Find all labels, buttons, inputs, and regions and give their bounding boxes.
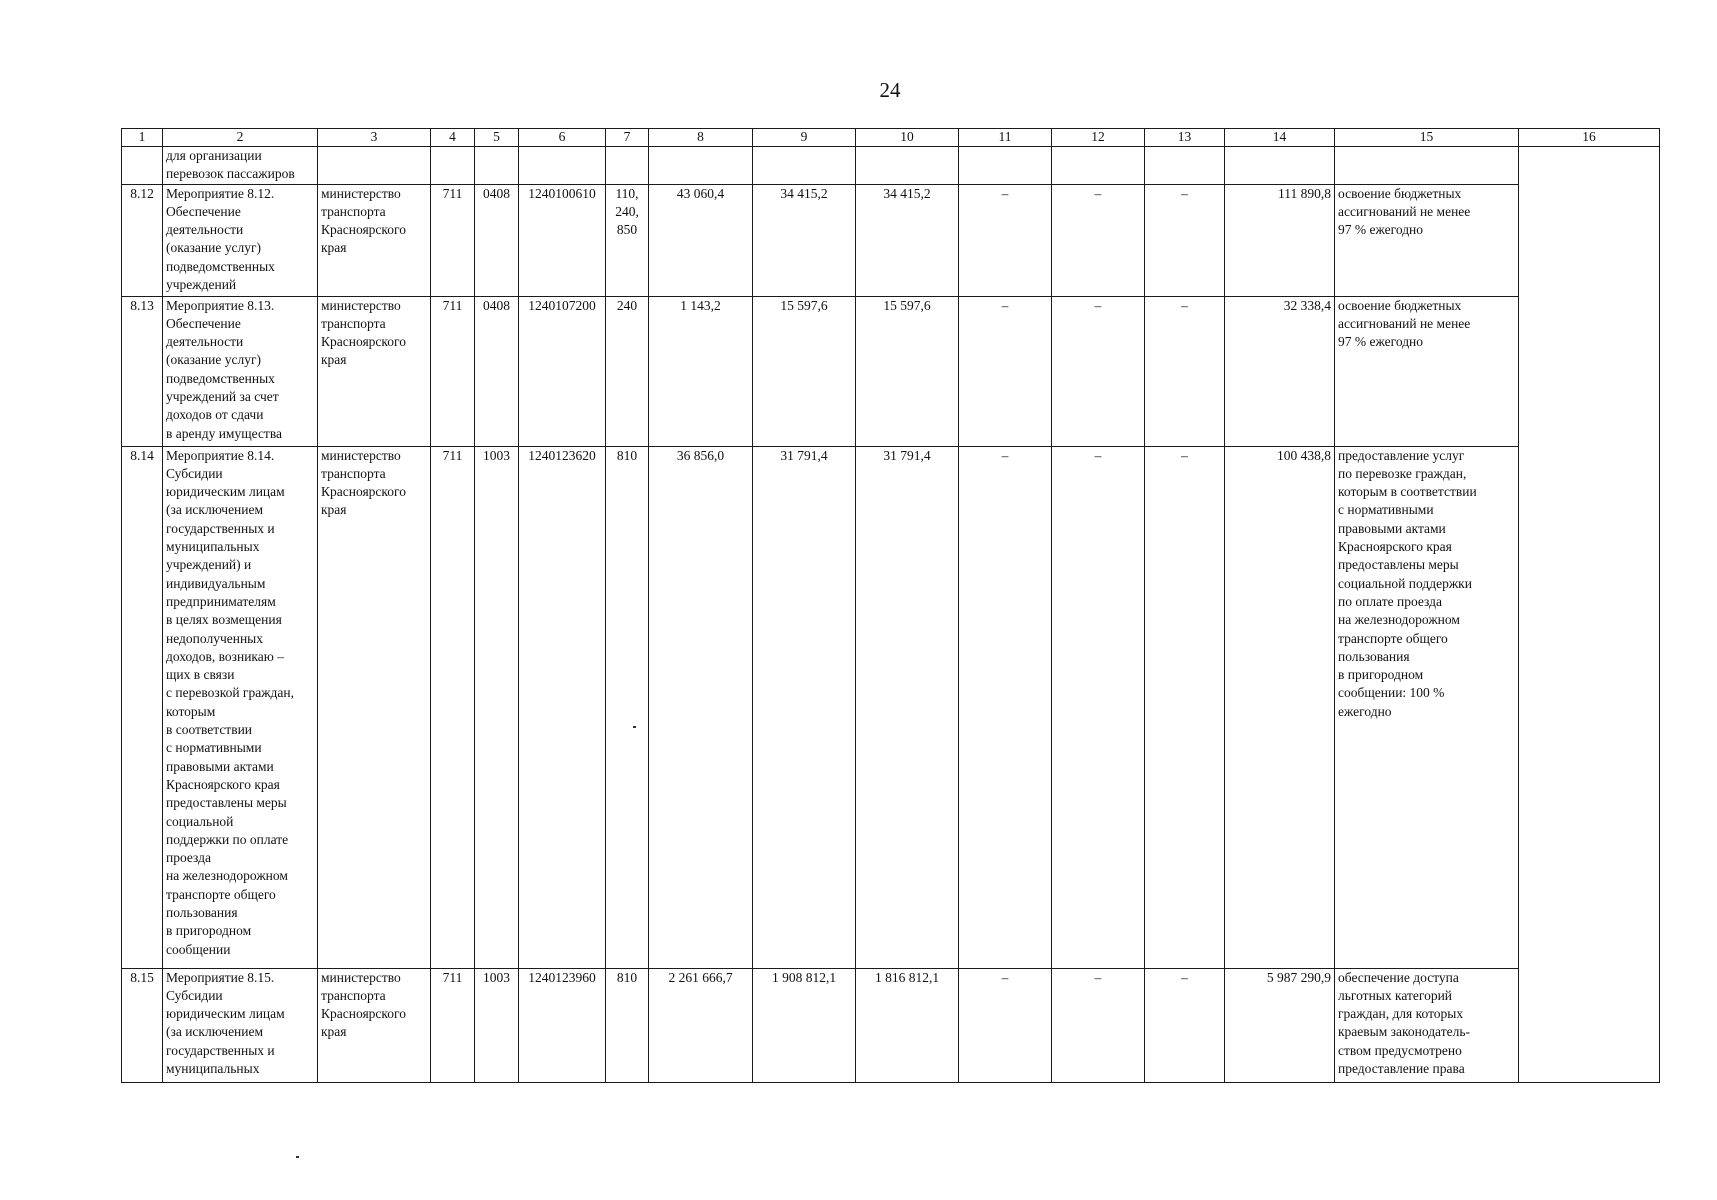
dash-value: – xyxy=(1001,969,1009,985)
dash-value: – xyxy=(1181,185,1188,201)
expected-result xyxy=(1335,296,1519,446)
amount-year-2: 15 597,6 xyxy=(753,296,856,446)
amount-year-1: 43 060,4 xyxy=(649,184,753,296)
column-header: 11 xyxy=(959,129,1052,147)
carry-over-row xyxy=(122,147,1660,185)
column-11-value xyxy=(959,184,1052,296)
expected-result-line: социальной поддержки xyxy=(1338,575,1472,591)
activity-name-line: социальной xyxy=(166,813,234,829)
activity-name-line: недополученных xyxy=(166,630,263,646)
carry-over-name xyxy=(163,147,318,185)
activity-name-line: пользования xyxy=(166,905,238,921)
header-row xyxy=(122,129,1660,147)
column-13-value xyxy=(1145,446,1225,968)
table-row xyxy=(122,968,1660,1082)
total-amount: 111 890,8 xyxy=(1225,184,1335,296)
grbs-code: 711 xyxy=(431,446,475,968)
expected-result-line: предоставлены меры xyxy=(1338,557,1459,573)
activity-name-line: проезда xyxy=(166,850,211,866)
activity-name-line: в аренду имущества xyxy=(166,425,283,441)
program-activities-table xyxy=(121,128,1660,1083)
expected-result-line: предоставление услуг xyxy=(1338,447,1465,463)
activity-name-line: Обеспечение xyxy=(166,203,241,219)
activity-name-line: щих в связи xyxy=(166,667,235,683)
expected-result-line: обеспечение доступа xyxy=(1338,969,1459,985)
activity-name-line: в соответствии xyxy=(166,722,253,738)
column-13-value xyxy=(1145,968,1225,1082)
table-row xyxy=(122,446,1660,968)
column-12-value xyxy=(1052,296,1145,446)
csr-code: 1240123620 xyxy=(519,446,606,968)
activity-name-line: транспорте общего xyxy=(166,886,276,902)
column-16-cell xyxy=(1519,147,1660,1083)
column-header: 6 xyxy=(519,129,606,147)
activity-name-line: сообщении xyxy=(166,941,231,957)
activity-name-line: муниципальных xyxy=(166,1061,260,1077)
activity-name xyxy=(163,968,318,1082)
csr-code: 1240107200 xyxy=(519,296,606,446)
amount-year-3: 1 816 812,1 xyxy=(856,968,959,1082)
dash-value: – xyxy=(1001,185,1009,201)
column-header: 7 xyxy=(606,129,649,147)
activity-name xyxy=(163,184,318,296)
responsible-organization-line: транспорта xyxy=(321,465,386,481)
column-11-value xyxy=(959,968,1052,1082)
responsible-organization-line: края xyxy=(321,1024,347,1040)
column-12-value xyxy=(1052,446,1145,968)
column-header: 4 xyxy=(431,129,475,147)
column-header: 13 xyxy=(1145,129,1225,147)
responsible-organization-line: министерство xyxy=(321,969,401,985)
total-amount: 5 987 290,9 xyxy=(1225,968,1335,1082)
page-number: 24 xyxy=(879,78,901,102)
column-header: 12 xyxy=(1052,129,1145,147)
responsible-organization-line: Красноярского xyxy=(321,222,406,238)
expected-result-line: Красноярского края xyxy=(1338,539,1452,555)
expected-result-line: ежегодно xyxy=(1338,703,1392,719)
rzpr-code: 1003 xyxy=(475,968,519,1082)
expected-result-line: правовыми актами xyxy=(1338,520,1446,536)
activity-name-line: доходов от сдачи xyxy=(166,407,264,423)
rzpr-code: 0408 xyxy=(475,184,519,296)
column-header: 3 xyxy=(318,129,431,147)
responsible-organization-line: транспорта xyxy=(321,203,386,219)
dash-value: – xyxy=(1094,969,1102,985)
activity-name-line: подведомственных xyxy=(166,370,275,386)
amount-year-2: 1 908 812,1 xyxy=(753,968,856,1082)
vr-code xyxy=(606,968,649,1082)
expected-result-line: льготных категорий xyxy=(1338,987,1453,1003)
activity-name-line: (за исключением xyxy=(166,1024,264,1040)
column-header: 15 xyxy=(1335,129,1519,147)
responsible-organization-line: края xyxy=(321,502,347,518)
activity-name-line: в пригородном xyxy=(166,923,252,939)
grbs-code: 711 xyxy=(431,184,475,296)
responsible-organization-line: Красноярского xyxy=(321,1006,406,1022)
vr-code xyxy=(606,184,649,296)
vr-code-line: 810 xyxy=(616,447,638,463)
expected-result-line: ассигнований не менее xyxy=(1338,203,1471,219)
activity-name-line: подведомственных xyxy=(166,258,275,274)
column-12-value xyxy=(1052,968,1145,1082)
expected-result xyxy=(1335,184,1519,296)
dash-value: – xyxy=(1001,297,1009,313)
responsible-organization-line: транспорта xyxy=(321,987,386,1003)
activity-name-line: с перевозкой граждан, xyxy=(166,685,294,701)
activity-name-line: Субсидии xyxy=(166,987,223,1003)
expected-result-line: ством предусмотрено xyxy=(1338,1042,1462,1058)
expected-result-line: предоставление права xyxy=(1338,1061,1465,1077)
responsible-organization-line: края xyxy=(321,352,347,368)
column-header: 10 xyxy=(856,129,959,147)
dash-value: – xyxy=(1094,185,1102,201)
activity-name-line: (оказание услуг) xyxy=(166,240,261,256)
responsible-organization-line: министерство xyxy=(321,297,401,313)
activity-name-line: на железнодорожном xyxy=(166,868,288,884)
vr-code-line: 850 xyxy=(616,222,638,238)
expected-result-line: по перевозке граждан, xyxy=(1338,465,1467,481)
vr-code xyxy=(606,446,649,968)
column-11-value xyxy=(959,446,1052,968)
column-12-value xyxy=(1052,184,1145,296)
dash-value: – xyxy=(1181,297,1188,313)
dash-value: – xyxy=(1094,447,1102,463)
expected-result-line: освоение бюджетных xyxy=(1338,297,1462,313)
row-number: 8.13 xyxy=(122,296,163,446)
expected-result-line: которым в соответствии xyxy=(1338,484,1477,500)
vr-code-line: 240, xyxy=(615,203,639,219)
vr-code xyxy=(606,296,649,446)
amount-year-2: 31 791,4 xyxy=(753,446,856,968)
activity-name-line: в целях возмещения xyxy=(166,612,282,628)
activity-name xyxy=(163,446,318,968)
dash-value: – xyxy=(1001,447,1009,463)
activity-name-line: Мероприятие 8.13. xyxy=(166,297,275,313)
row-number: 8.12 xyxy=(122,184,163,296)
row-number: 8.14 xyxy=(122,446,163,968)
total-amount: 32 338,4 xyxy=(1225,296,1335,446)
column-header: 2 xyxy=(163,129,318,147)
column-header: 5 xyxy=(475,129,519,147)
activity-name-line: учреждений за счет xyxy=(166,389,279,405)
expected-result-line: 97 % ежегодно xyxy=(1338,334,1424,350)
activity-name-line: Субсидии xyxy=(166,465,223,481)
activity-name-line: поддержки по оплате xyxy=(166,831,289,847)
responsible-organization-line: транспорта xyxy=(321,315,386,331)
expected-result-line: на железнодорожном xyxy=(1338,612,1460,628)
expected-result-line: в пригородном xyxy=(1338,667,1424,683)
scan-speck xyxy=(633,726,636,728)
amount-year-2: 34 415,2 xyxy=(753,184,856,296)
activity-name-line: (оказание услуг) xyxy=(166,352,261,368)
grbs-code: 711 xyxy=(431,296,475,446)
vr-code-line: 240 xyxy=(616,297,638,313)
column-13-value xyxy=(1145,184,1225,296)
activity-name-line: государственных и xyxy=(166,1042,275,1058)
grbs-code: 711 xyxy=(431,968,475,1082)
responsible-organization xyxy=(318,296,431,446)
activity-name-line: юридическим лицам xyxy=(166,484,285,500)
activity-name-line: деятельности xyxy=(166,222,244,238)
responsible-organization-line: Красноярского xyxy=(321,334,406,350)
activity-name-line: Мероприятие 8.14. xyxy=(166,447,275,463)
column-header: 9 xyxy=(753,129,856,147)
row-number: 8.15 xyxy=(122,968,163,1082)
activity-name-line: учреждений xyxy=(166,277,237,293)
vr-code-line: 810 xyxy=(616,969,638,985)
expected-result-line: ассигнований не менее xyxy=(1338,315,1471,331)
column-header: 8 xyxy=(649,129,753,147)
responsible-organization-line: министерство xyxy=(321,185,401,201)
activity-name-line: предпринимателям xyxy=(166,593,276,609)
expected-result-line: транспорте общего xyxy=(1338,630,1448,646)
activity-name-line: муниципальных xyxy=(166,539,260,555)
column-header: 14 xyxy=(1225,129,1335,147)
amount-year-3: 31 791,4 xyxy=(856,446,959,968)
expected-result xyxy=(1335,968,1519,1082)
name-line: для организации xyxy=(166,148,262,163)
scan-speck xyxy=(296,1156,299,1158)
activity-name-line: предоставлены меры xyxy=(166,795,287,811)
activity-name-line: с нормативными xyxy=(166,740,262,756)
activity-name-line: Мероприятие 8.12. xyxy=(166,185,275,201)
expected-result-line: граждан, для которых xyxy=(1338,1006,1464,1022)
total-amount: 100 438,8 xyxy=(1225,446,1335,968)
activity-name-line: государственных и xyxy=(166,520,275,536)
expected-result-line: сообщении: 100 % xyxy=(1338,685,1445,701)
dash-value: – xyxy=(1181,447,1188,463)
expected-result xyxy=(1335,446,1519,968)
activity-name-line: доходов, возникаю – xyxy=(166,648,284,664)
vr-code-line: 110, xyxy=(615,185,639,201)
csr-code: 1240100610 xyxy=(519,184,606,296)
column-header: 16 xyxy=(1519,129,1660,147)
responsible-organization-line: Красноярского xyxy=(321,484,406,500)
amount-year-1: 1 143,2 xyxy=(649,296,753,446)
responsible-organization xyxy=(318,184,431,296)
activity-name-line: которым xyxy=(166,703,216,719)
amount-year-3: 34 415,2 xyxy=(856,184,959,296)
expected-result-line: 97 % ежегодно xyxy=(1338,222,1424,238)
table-row xyxy=(122,296,1660,446)
amount-year-1: 36 856,0 xyxy=(649,446,753,968)
expected-result-line: по оплате проезда xyxy=(1338,593,1442,609)
amount-year-1: 2 261 666,7 xyxy=(649,968,753,1082)
name-line: перевозок пассажиров xyxy=(166,166,295,182)
responsible-organization-line: министерство xyxy=(321,447,401,463)
responsible-organization xyxy=(318,446,431,968)
activity-name-line: правовыми актами xyxy=(166,758,274,774)
activity-name-line: учреждений) и xyxy=(166,557,252,573)
column-header: 1 xyxy=(122,129,163,147)
activity-name-line: индивидуальным xyxy=(166,575,266,591)
responsible-organization-line: края xyxy=(321,240,347,256)
activity-name-line: Красноярского края xyxy=(166,776,280,792)
activity-name-line: деятельности xyxy=(166,334,244,350)
amount-year-3: 15 597,6 xyxy=(856,296,959,446)
dash-value: – xyxy=(1181,969,1188,985)
column-11-value xyxy=(959,296,1052,446)
expected-result-line: освоение бюджетных xyxy=(1338,185,1462,201)
expected-result-line: с нормативными xyxy=(1338,502,1434,518)
table-row xyxy=(122,184,1660,296)
rzpr-code: 1003 xyxy=(475,446,519,968)
activity-name-line: Мероприятие 8.15. xyxy=(166,969,275,985)
activity-name xyxy=(163,296,318,446)
responsible-organization xyxy=(318,968,431,1082)
expected-result-line: краевым законодатель- xyxy=(1338,1024,1470,1040)
csr-code: 1240123960 xyxy=(519,968,606,1082)
expected-result-line: пользования xyxy=(1338,648,1410,664)
column-13-value xyxy=(1145,296,1225,446)
rzpr-code: 0408 xyxy=(475,296,519,446)
activity-name-line: юридическим лицам xyxy=(166,1006,285,1022)
activity-name-line: (за исключением xyxy=(166,502,264,518)
dash-value: – xyxy=(1094,297,1102,313)
activity-name-line: Обеспечение xyxy=(166,315,241,331)
